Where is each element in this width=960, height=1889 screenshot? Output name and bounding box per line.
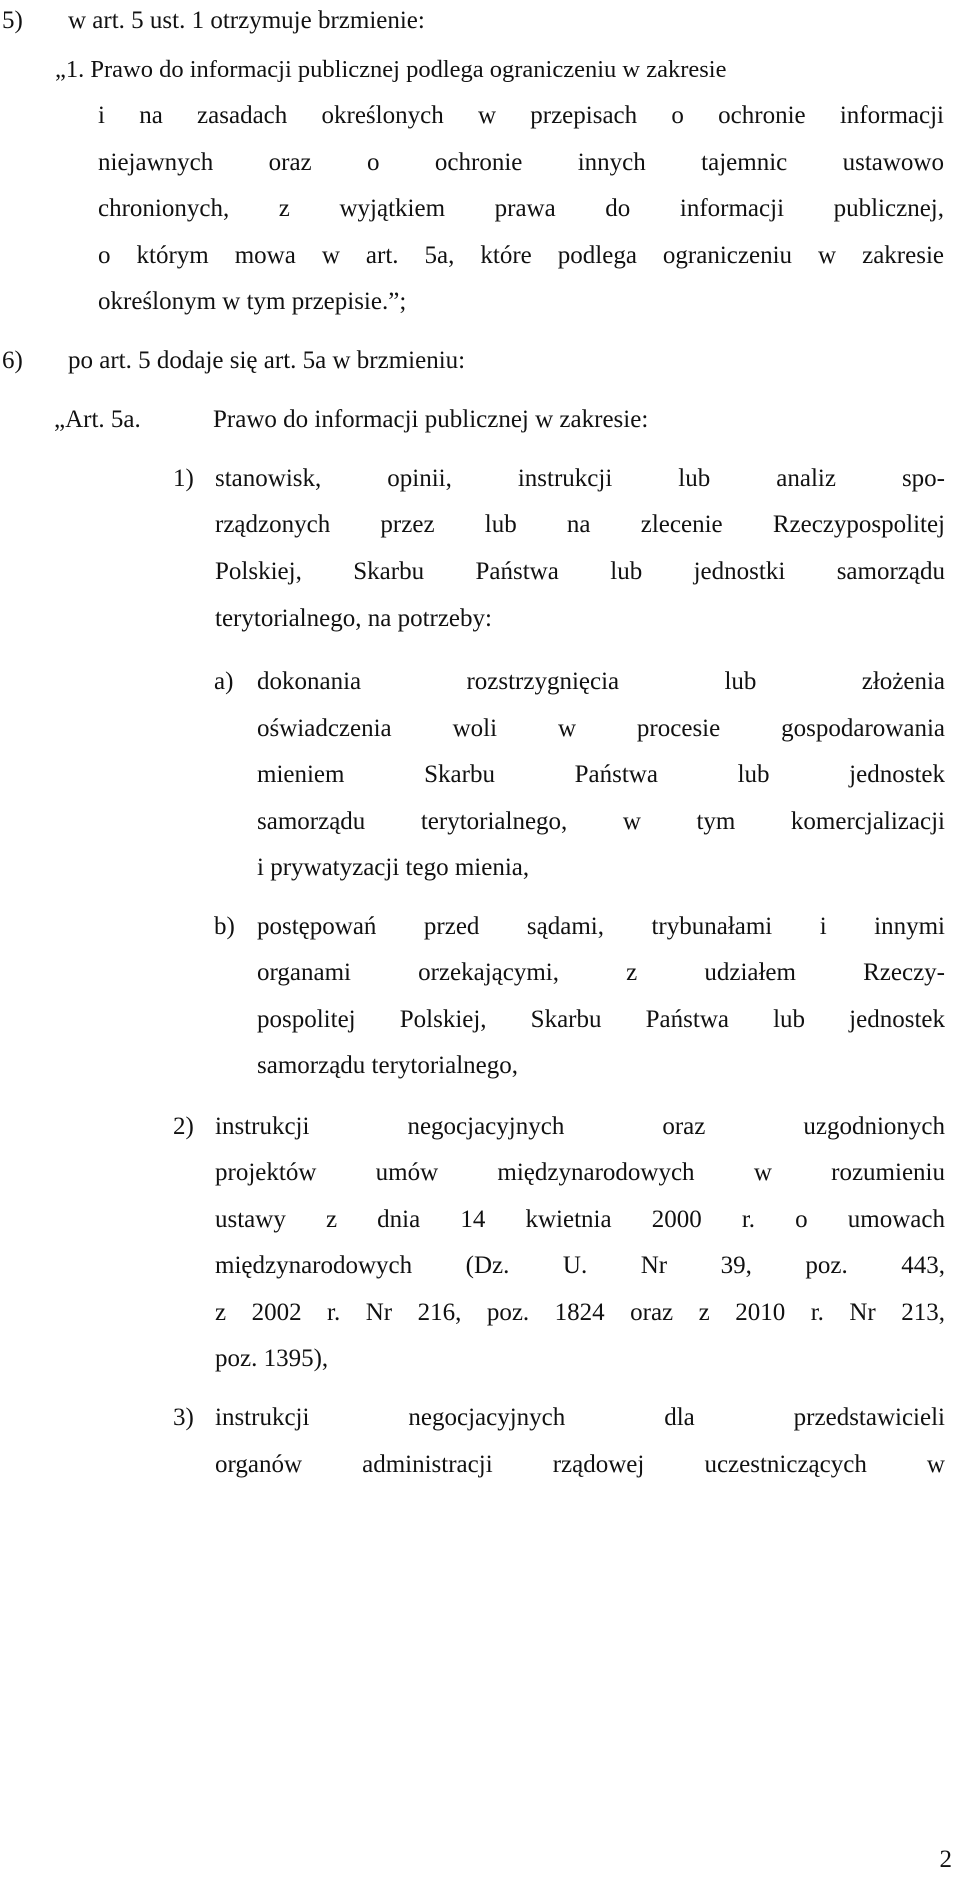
subpoint-line: samorządu terytorialnego, w tym komercjalizacji (257, 808, 945, 835)
point-line: ustawy z dnia 14 kwietnia 2000 r. o umowach (215, 1206, 945, 1233)
quote-line: niejawnych oraz o ochronie innych tajemnic ustawowo (98, 149, 944, 176)
point-line: instrukcji negocjacyjnych dla przedstawicieli (215, 1404, 945, 1431)
quote-line: chronionych, z wyjątkiem prawa do informacji publicznej, (98, 195, 944, 222)
point-line: stanowisk, opinii, instrukcji lub analiz spo- (215, 465, 945, 492)
quote-line: o którym mowa w art. 5a, które podlega ograniczeniu w zakresie (98, 242, 944, 269)
article-text: Prawo do informacji publicznej w zakresie: (213, 406, 649, 433)
subpoint-line: organami orzekającymi, z udziałem Rzeczy- (257, 959, 945, 986)
point-line: poz. 1395), (215, 1345, 329, 1372)
article-label: „Art. 5a. (54, 406, 141, 433)
point-number: 1) (173, 465, 194, 492)
point-line: projektów umów międzynarodowych w rozumieniu (215, 1159, 945, 1186)
subpoint-line: pospolitej Polskiej, Skarbu Państwa lub jednostek (257, 1006, 945, 1033)
point-line: międzynarodowych (Dz. U. Nr 39, poz. 443, (215, 1252, 945, 1279)
item-intro: w art. 5 ust. 1 otrzymuje brzmienie: (68, 7, 425, 34)
subpoint-line: oświadczenia woli w procesie gospodarowania (257, 715, 945, 742)
point-line: Polskiej, Skarbu Państwa lub jednostki samorządu (215, 558, 945, 585)
item-intro: po art. 5 dodaje się art. 5a w brzmieniu: (68, 347, 466, 374)
page-number: 2 (939, 1846, 952, 1873)
point-line: organów administracji rządowej uczestniczących w (215, 1451, 945, 1478)
quote-line: określonym w tym przepisie.”; (98, 288, 407, 315)
quote-line: i na zasadach określonych w przepisach o ochronie informacji (98, 102, 944, 129)
quote-line: „1. Prawo do informacji publicznej podlega ograniczeniu w zakresie (55, 56, 727, 83)
point-line: z 2002 r. Nr 216, poz. 1824 oraz z 2010 r. Nr 213, (215, 1299, 945, 1326)
subpoint-line: i prywatyzacji tego mienia, (257, 854, 530, 881)
point-line: rządzonych przez lub na zlecenie Rzeczypospolitej (215, 511, 945, 538)
subpoint-line: mieniem Skarbu Państwa lub jednostek (257, 761, 945, 788)
point-line: instrukcji negocjacyjnych oraz uzgodnionych (215, 1113, 945, 1140)
subpoint-letter: b) (214, 913, 235, 940)
item-number: 6) (2, 347, 23, 374)
point-line: terytorialnego, na potrzeby: (215, 605, 492, 632)
point-number: 3) (173, 1404, 194, 1431)
subpoint-line: samorządu terytorialnego, (257, 1052, 519, 1079)
subpoint-letter: a) (214, 668, 234, 695)
item-number: 5) (2, 7, 23, 34)
point-number: 2) (173, 1113, 194, 1140)
subpoint-line: dokonania rozstrzygnięcia lub złożenia (257, 668, 945, 695)
subpoint-line: postępowań przed sądami, trybunałami i innymi (257, 913, 945, 940)
